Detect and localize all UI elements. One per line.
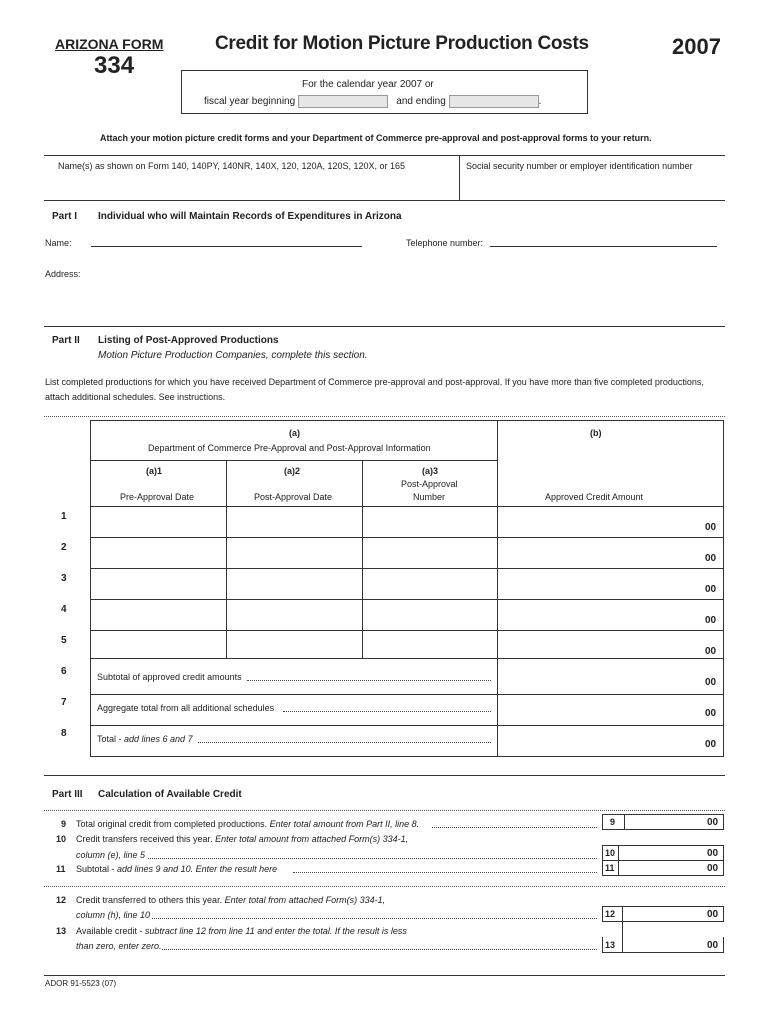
row-7-cents: 00 [705, 708, 717, 719]
l9-box-num: 9 [610, 817, 616, 827]
l9-text [76, 819, 419, 829]
fiscal-year-row [204, 95, 541, 108]
ssn-input[interactable] [463, 175, 721, 197]
l13-box[interactable] [602, 937, 724, 953]
l10-box[interactable] [602, 845, 724, 861]
fiscal-begin-date-input[interactable] [298, 95, 388, 108]
address-input[interactable] [90, 262, 720, 282]
col-a2-desc: Post-Approval Date [254, 492, 333, 502]
row-3-cents: 00 [705, 584, 717, 595]
l12-text-b: Enter total from attached Form(s) 334-1, [224, 895, 386, 905]
attach-note: Attach your motion picture credit forms and your Department of Commerce pre-approval and post-approval forms to your return. [100, 133, 652, 143]
l12-box-num: 12 [605, 909, 616, 919]
col-a1-header: (a)1 [146, 466, 163, 476]
row-2-cents: 00 [705, 553, 717, 564]
l13-num: 13 [56, 926, 67, 936]
l12-text [76, 895, 385, 905]
col-a3-desc-2: Number [413, 492, 446, 502]
part2-subtitle: Motion Picture Production Companies, complete this section. [98, 350, 368, 361]
telephone-input[interactable] [490, 236, 717, 247]
l13-text-a: Available credit - [76, 926, 145, 936]
part2-title: Listing of Post-Approved Productions [98, 335, 279, 346]
l9-num: 9 [61, 819, 67, 829]
line8-text [97, 734, 193, 744]
row-3-num: 3 [61, 573, 67, 584]
line8-text-a: Total - [97, 734, 125, 744]
form-number: 334 [94, 52, 135, 79]
row-1-a1-input[interactable] [92, 508, 224, 536]
l9-text-b: Enter total amount from Part II, line 8. [269, 819, 420, 829]
form-label: ARIZONA FORM [55, 36, 164, 52]
l10-text-b: Enter total amount from attached Form(s) 334-1, [215, 834, 409, 844]
line7-text: Aggregate total from all additional schedules [97, 703, 275, 713]
row-2-num: 2 [61, 542, 67, 553]
row-1-a3-input[interactable] [364, 508, 496, 536]
l10-text-c: column (e), line 5 [76, 850, 146, 860]
row-5-cents: 00 [705, 646, 717, 657]
l11-cents: 00 [707, 863, 719, 874]
part3-title: Calculation of Available Credit [98, 789, 242, 800]
row-1-num: 1 [61, 511, 67, 522]
l10-box-num: 10 [605, 848, 616, 858]
l13-box-num: 13 [605, 940, 616, 950]
row-6-num: 6 [61, 666, 67, 677]
fiscal-period: . [538, 96, 542, 108]
row-8-num: 8 [61, 728, 67, 739]
row-4-cents: 00 [705, 615, 717, 626]
part3-label: Part III [52, 789, 83, 800]
col-a1-desc: Pre-Approval Date [120, 492, 195, 502]
l13-text [76, 926, 407, 936]
l12-text-a: Credit transferred to others this year. [76, 895, 225, 905]
l10-text-a: Credit transfers received this year. [76, 834, 216, 844]
l11-text-a: Subtotal - [76, 864, 118, 874]
l11-num: 11 [56, 864, 66, 874]
ssn-label: Social security number or employer identification number [466, 161, 693, 171]
l11-box-num: 11 [605, 863, 615, 873]
l13-text-b: subtract line 12 from line 11 and enter the total. If the result is less [144, 926, 407, 936]
col-a-desc: Department of Commerce Pre-Approval and Post-Approval Information [148, 443, 431, 453]
form-code: ADOR 91-5523 (07) [45, 979, 117, 988]
row-1-cents: 00 [705, 522, 717, 533]
part2-instructions-1: List completed productions for which you have received Department of Commerce pre-approval and post-approval. If you have more than five completed productions, [45, 377, 704, 387]
col-a2-header: (a)2 [284, 466, 301, 476]
col-b-header: (b) [590, 428, 602, 438]
name-input[interactable] [91, 236, 362, 247]
fiscal-end-label: and ending [396, 96, 446, 108]
col-a3-header: (a)3 [422, 466, 439, 476]
l9-cents: 00 [707, 817, 719, 828]
fiscal-end-date-input[interactable] [449, 95, 539, 108]
l10-text [76, 834, 408, 844]
part2-instructions-2: attach additional schedules. See instructions. [45, 392, 226, 402]
part1-label: Part I [52, 211, 78, 222]
col-b-desc: Approved Credit Amount [545, 492, 644, 502]
address-label: Address: [45, 269, 81, 279]
tax-year: 2007 [672, 34, 721, 59]
col-a-header: (a) [289, 428, 300, 438]
l12-text-c: column (h), line 10 [76, 910, 151, 920]
l12-num: 12 [56, 895, 67, 905]
telephone-label: Telephone number: [406, 238, 484, 248]
l11-box[interactable] [602, 860, 724, 876]
name-label: Name: [45, 238, 72, 248]
l10-cents: 00 [707, 848, 719, 859]
page-title: Credit for Motion Picture Production Costs [215, 33, 589, 54]
row-1-a2-input[interactable] [228, 508, 360, 536]
tax-period-box [181, 70, 588, 114]
calendar-year-text: For the calendar year 2007 or [302, 79, 434, 90]
l13-cents: 00 [707, 940, 719, 951]
l13-text-c: than zero, enter zero. [76, 941, 162, 951]
part2-label: Part II [52, 335, 80, 346]
row-4-num: 4 [61, 604, 67, 615]
row-6-cents: 00 [705, 677, 717, 688]
l9-box[interactable] [602, 814, 724, 830]
row-7-num: 7 [61, 697, 67, 708]
l10-num: 10 [56, 834, 67, 844]
l9-text-a: Total original credit from completed productions. [76, 819, 270, 829]
col-a3-desc-1: Post-Approval [401, 479, 458, 489]
row-1-b-input[interactable] [499, 508, 689, 536]
line6-text: Subtotal of approved credit amounts [97, 672, 242, 682]
l11-text [76, 864, 277, 874]
names-label: Name(s) as shown on Form 140, 140PY, 140NR, 140X, 120, 120A, 120S, 120X, or 165 [58, 161, 406, 171]
line8-text-b: add lines 6 and 7 [124, 734, 193, 744]
row-5-num: 5 [61, 635, 67, 646]
l12-box[interactable] [602, 906, 724, 922]
l12-cents: 00 [707, 909, 719, 920]
names-input[interactable] [50, 175, 455, 197]
part1-title: Individual who will Maintain Records of Expenditures in Arizona [98, 211, 402, 222]
fiscal-begin-label: fiscal year beginning [204, 96, 296, 108]
row-8-cents: 00 [705, 739, 717, 750]
l11-text-b: add lines 9 and 10. Enter the result here [117, 864, 278, 874]
